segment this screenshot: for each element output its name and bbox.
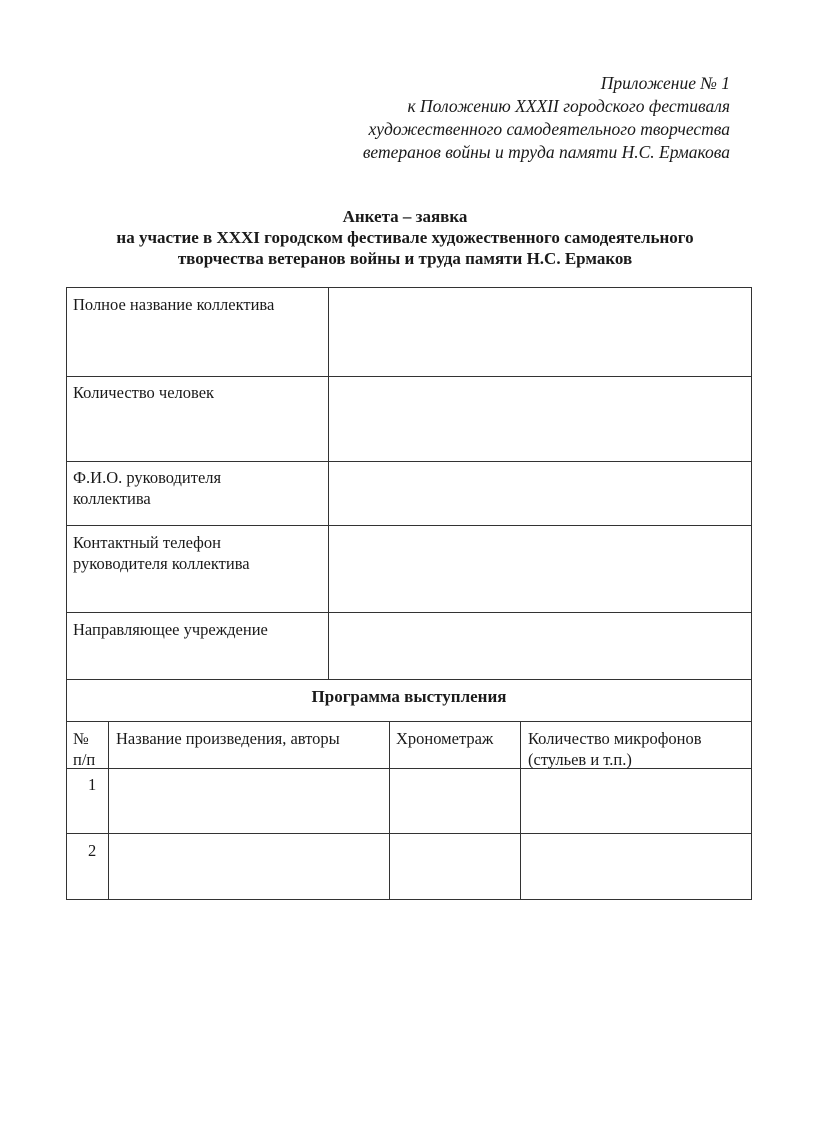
table-divider [66, 833, 752, 834]
form-row-label: Направляющее учреждение [73, 620, 268, 639]
program-row-work[interactable] [112, 836, 386, 898]
column-header-work: Название произведения, авторы [116, 729, 340, 748]
form-row-value[interactable] [332, 528, 748, 610]
table-divider [108, 721, 109, 900]
program-row-number: 1 [88, 775, 97, 794]
program-row-work[interactable] [112, 771, 386, 831]
program-row-number: 2 [88, 841, 97, 860]
form-row-value[interactable] [332, 379, 748, 459]
form-row-label: Количество человек [73, 383, 215, 402]
form-row-value[interactable] [332, 464, 748, 523]
table-divider [66, 612, 752, 613]
table-divider [66, 721, 752, 722]
appendix-line: ветеранов войны и труда памяти Н.С. Ермакова [362, 142, 730, 162]
appendix-line: художественного самодеятельного творчества [368, 119, 730, 139]
table-divider [66, 376, 752, 377]
appendix-note [210, 72, 730, 164]
program-row-duration[interactable] [393, 836, 517, 898]
table-divider [328, 287, 329, 679]
table-divider [389, 721, 390, 900]
appendix-line: Приложение № 1 [600, 73, 730, 93]
title-line: Анкета – заявка [342, 207, 468, 226]
appendix-line: к Положению XXXII городского фестиваля [407, 96, 730, 116]
form-row-label: Контактный телефон руководителя коллектива [73, 533, 250, 573]
table-divider [66, 461, 752, 462]
table-divider [520, 721, 521, 900]
column-header-number: № п/п [73, 729, 96, 769]
column-header-duration: Хронометраж [396, 729, 494, 748]
form-row-value[interactable] [332, 615, 748, 677]
document-title [60, 206, 750, 269]
program-section-title: Программа выступления [311, 687, 507, 706]
program-row-equipment[interactable] [524, 836, 748, 898]
column-header-equipment: Количество микрофонов (стульев и т.п.) [528, 729, 702, 769]
form-row-label: Ф.И.О. руководителя коллектива [73, 468, 222, 508]
program-row-equipment[interactable] [524, 771, 748, 831]
title-line: творчества ветеранов войны и труда памяти Н.С. Ермаков [177, 249, 633, 268]
title-line: на участие в XXXI городском фестивале художественного самодеятельного [116, 228, 694, 247]
program-row-duration[interactable] [393, 771, 517, 831]
table-divider [66, 525, 752, 526]
form-row-value[interactable] [332, 290, 748, 374]
form-row-label: Полное название коллектива [73, 295, 275, 314]
table-divider [66, 679, 752, 680]
